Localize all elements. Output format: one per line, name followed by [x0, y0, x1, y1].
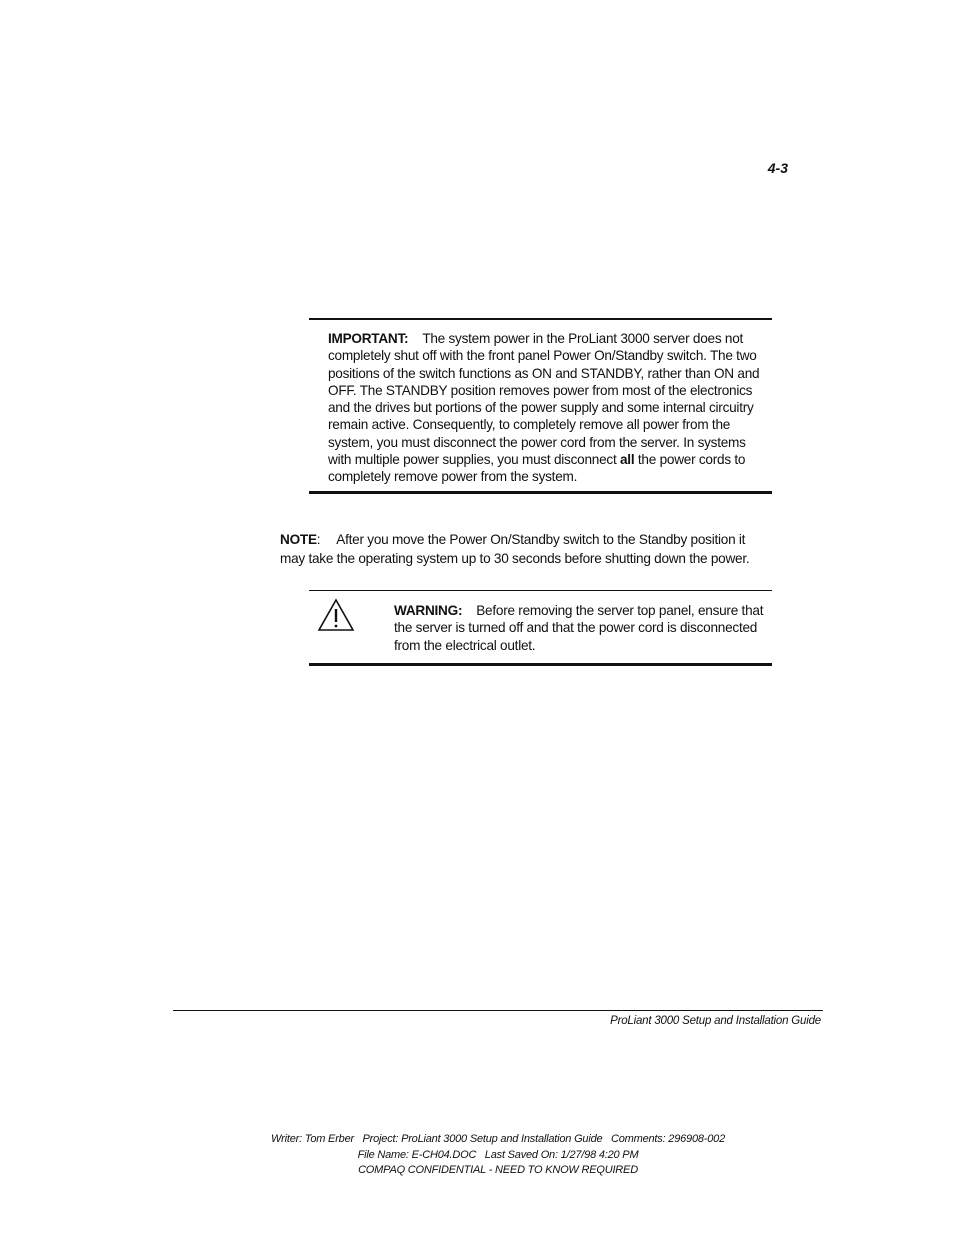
- warning-triangle-icon: [317, 598, 355, 632]
- note-body: After you move the Power On/Standby switch to the Standby position it may take the operating system up to 30 seconds before shutting down the power.: [280, 532, 750, 566]
- note-colon: :: [316, 532, 321, 547]
- note-paragraph: [280, 530, 772, 568]
- document-info-line-3: COMPAQ CONFIDENTIAL - NEED TO KNOW REQUIRED: [358, 1164, 638, 1176]
- warning-text: [394, 602, 768, 654]
- warning-callout: [309, 590, 772, 666]
- footer-title: ProLiant 3000 Setup and Installation Guide: [610, 1015, 821, 1027]
- important-body-end: the power cords to completely remove power from the system.: [328, 452, 746, 485]
- document-info-line-2: File Name: E-CH04.DOC Last Saved On: 1/27/98 4:20 PM: [357, 1148, 639, 1161]
- important-callout: [309, 318, 772, 494]
- page-number: 4-3: [767, 160, 788, 176]
- document-info-line-1: Writer: Tom Erber Project: ProLiant 3000 Setup and Installation Guide Comments: 296908-002: [270, 1133, 726, 1145]
- document-info: [200, 1132, 796, 1179]
- footer-rule: [173, 1010, 823, 1011]
- note-label: NOTE: [280, 532, 317, 547]
- warning-body: Before removing the server top panel, ensure that the server is turned off and that the power cord is disconnected from the electrical outlet.: [394, 603, 764, 653]
- important-label: IMPORTANT:: [328, 331, 409, 346]
- important-body-start: The system power in the ProLiant 3000 server does not completely shut off with the front panel Power On/Standby switch. The two positions of the switch functions as ON and STANDBY, rather than ON and OFF. The STANDBY position removes power from most of the electronics and the drives but portions of the power supply and some internal circuitry remain active. Consequently, to completely remove all power from the system, you must disconnect the power cord from the server. In systems with multiple power supplies, you must disconnect: [328, 331, 760, 468]
- warning-label: WARNING:: [394, 603, 463, 618]
- important-text: [328, 330, 766, 486]
- important-emphasis: all: [620, 452, 635, 468]
